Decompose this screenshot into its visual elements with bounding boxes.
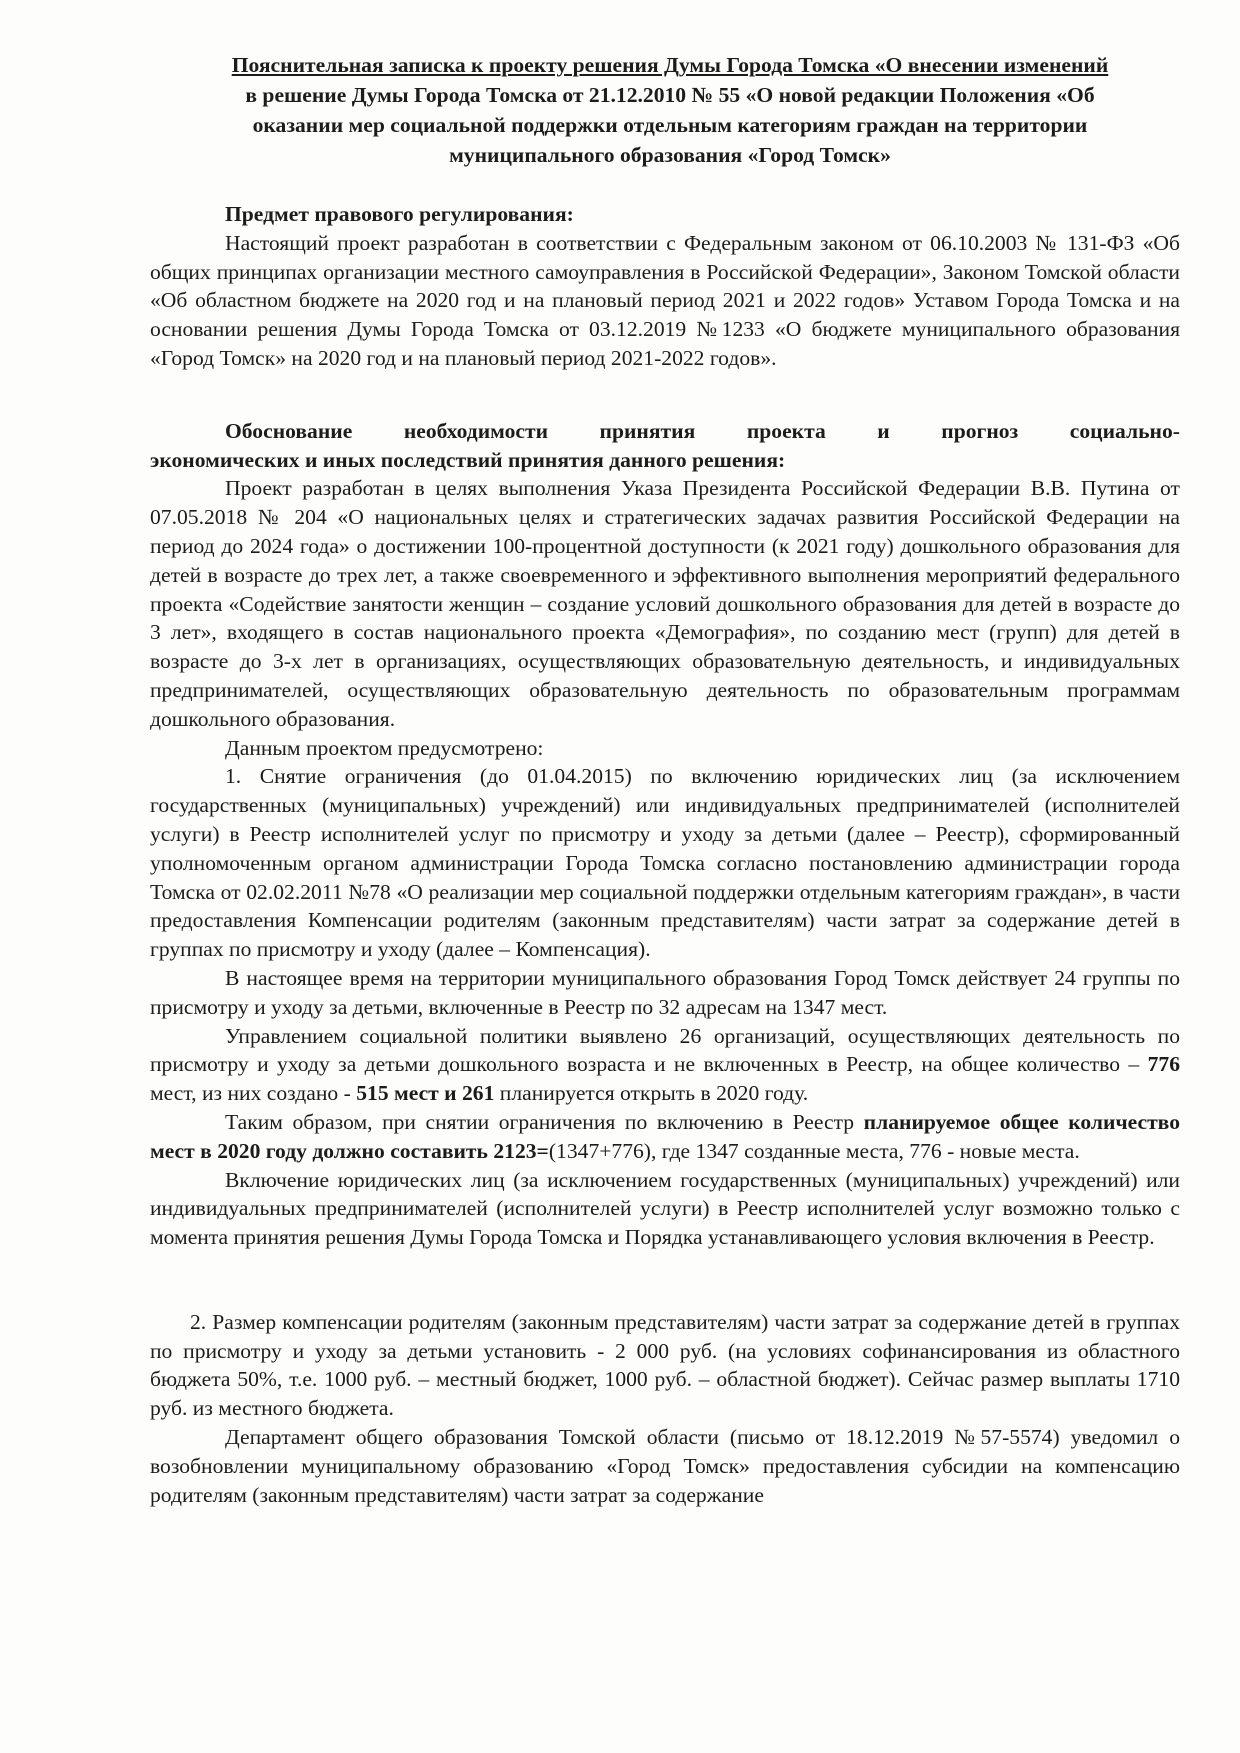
document-title (150, 50, 1180, 170)
paragraph-item-2: 2. Размер компенсации родителям (законным представителям) части затрат за содержание детей в группах по присмотру и уходу за детьми установить - 2 000 руб. (на условиях софинансирования из областного бюджета 50%, т.е. 1000 руб. – местный бюджет, 1000 руб. – областной бюджет). Сейчас размер выплаты 1710 руб. из местного бюджета. (150, 1309, 1180, 1421)
section-2-heading-line-2: экономических и иных последствий принятия данного решения: (150, 447, 786, 472)
spacer (150, 373, 1180, 417)
paragraph-current-groups: В настоящее время на территории муниципального образования Город Томск действует 24 группы по присмотру и уходу за детьми, включенные в Реестр по 32 адресам на 1347 мест. (150, 965, 1180, 1019)
paragraph-department-letter: Департамент общего образования Томской области (письмо от 18.12.2019 №57-5574) уведомил о возобновлении муниципальному образованию «Город Томск» предоставления субсидии на компенсацию родителям (законным представителям) части затрат за содержание (150, 1425, 1180, 1507)
section-2-heading-line-1: Обоснование необходимости принятия проекта и прогноз социально- (225, 418, 1180, 443)
planned-text-a: Таким образом, при снятии ограничения по включению в Реестр (225, 1109, 864, 1134)
organizations-text-c: мест, из них создано - (150, 1081, 357, 1106)
organizations-total-places: 776 (1147, 1052, 1180, 1077)
paragraph-item-1: 1. Снятие ограничения (до 01.04.2015) по включению юридических лиц (за исключением государственных (муниципальных) учреждений) или индивидуальных предпринимателей (исполнителей услуги) в Реестр исполнителей услуг по присмотру и уходу за детьми (далее – Реестр), сформированный уполномоченным органом администрации Города Томска согласно постановлению администрации города Томска от 02.02.2011 №78 «О реализации мер социальной поддержки отдельным категориям граждан», в части предоставления Компенсации родителям (законным представителям) части затрат за содержание детей в группах по присмотру и уходу (далее – Компенсация). (150, 764, 1180, 962)
title-line-3: оказании мер социальной поддержки отдельным категориям граждан на территории (252, 113, 1088, 137)
paragraph-inclusion: Включение юридических лиц (за исключением государственных (муниципальных) учреждений) или индивидуальных предпринимателей (исполнителей услуги) в Реестр исполнителей услуг возможно только с момента принятия решения Думы Города Томска и Порядка устанавливающего условия включения в Реестр. (150, 1167, 1180, 1250)
organizations-text-a: Управлением социальной политики выявлено 26 организаций, осуществляющих деятельность по присмотру и уходу за детьми дошкольного возраста и не включенных в Реестр, на общее количество – (150, 1023, 1180, 1077)
spacer (150, 1252, 1180, 1308)
section-1-text: Настоящий проект разработан в соответствии с Федеральным законом от 06.10.2003 № 131-ФЗ «Об общих принципах организации местного самоуправления в Российской Федерации», Законом Томской области «Об областном бюджете на 2020 год и на плановый период 2021 и 2022 годов» Уставом Города Томска и на основании решения Думы Города Томска от 03.12.2019 №1233 «О бюджете муниципального образования «Город Томск» на 2020 год и на плановый период 2021-2022 годов». (150, 230, 1180, 370)
paragraph-purpose: Проект разработан в целях выполнения Указа Президента Российской Федерации В.В. Путина от 07.05.2018 № 204 «О национальных целях и стратегических задачах развития Российской Федерации на период до 2024 года» о достижении 100-процентной доступности (к 2021 году) дошкольного образования для детей в возрасте до трех лет, а также своевременного и эффективного выполнения мероприятий федерального проекта «Содействие занятости женщин – создание условий дошкольного образования для детей в возрасте до 3 лет», входящего в состав национального проекта «Демография», по созданию мест (групп) для детей в возрасте до 3-х лет в организациях, осуществляющих образовательную деятельность, и индивидуальных предпринимателей, осуществляющих образовательную деятельность по образовательным программам дошкольного образования. (150, 476, 1180, 731)
title-line-2: в решение Думы Города Томска от 21.12.2010 № 55 «О новой редакции Положения «Об (245, 83, 1095, 107)
title-line-4: муниципального образования «Город Томск» (449, 143, 891, 167)
section-1-heading: Предмет правового регулирования: (225, 202, 574, 226)
planned-text-c: (1347+776), где 1347 созданные места, 776 - новые места. (548, 1138, 1080, 1163)
paragraph-provisions-intro: Данным проектом предусмотрено: (225, 735, 544, 760)
organizations-text-e: планируется открыть в 2020 году. (494, 1081, 809, 1106)
planned-total-bold: планируемое общее количество мест в 2020 году должно составить 2123= (150, 1109, 1180, 1163)
paragraph-planned-total (150, 1108, 1180, 1166)
organizations-created-planned: 515 мест и 261 (356, 1081, 495, 1106)
paragraph-organizations (150, 1022, 1180, 1108)
title-line-1: Пояснительная записка к проекту решения Думы Города Томска «О внесении изменений (231, 53, 1109, 77)
